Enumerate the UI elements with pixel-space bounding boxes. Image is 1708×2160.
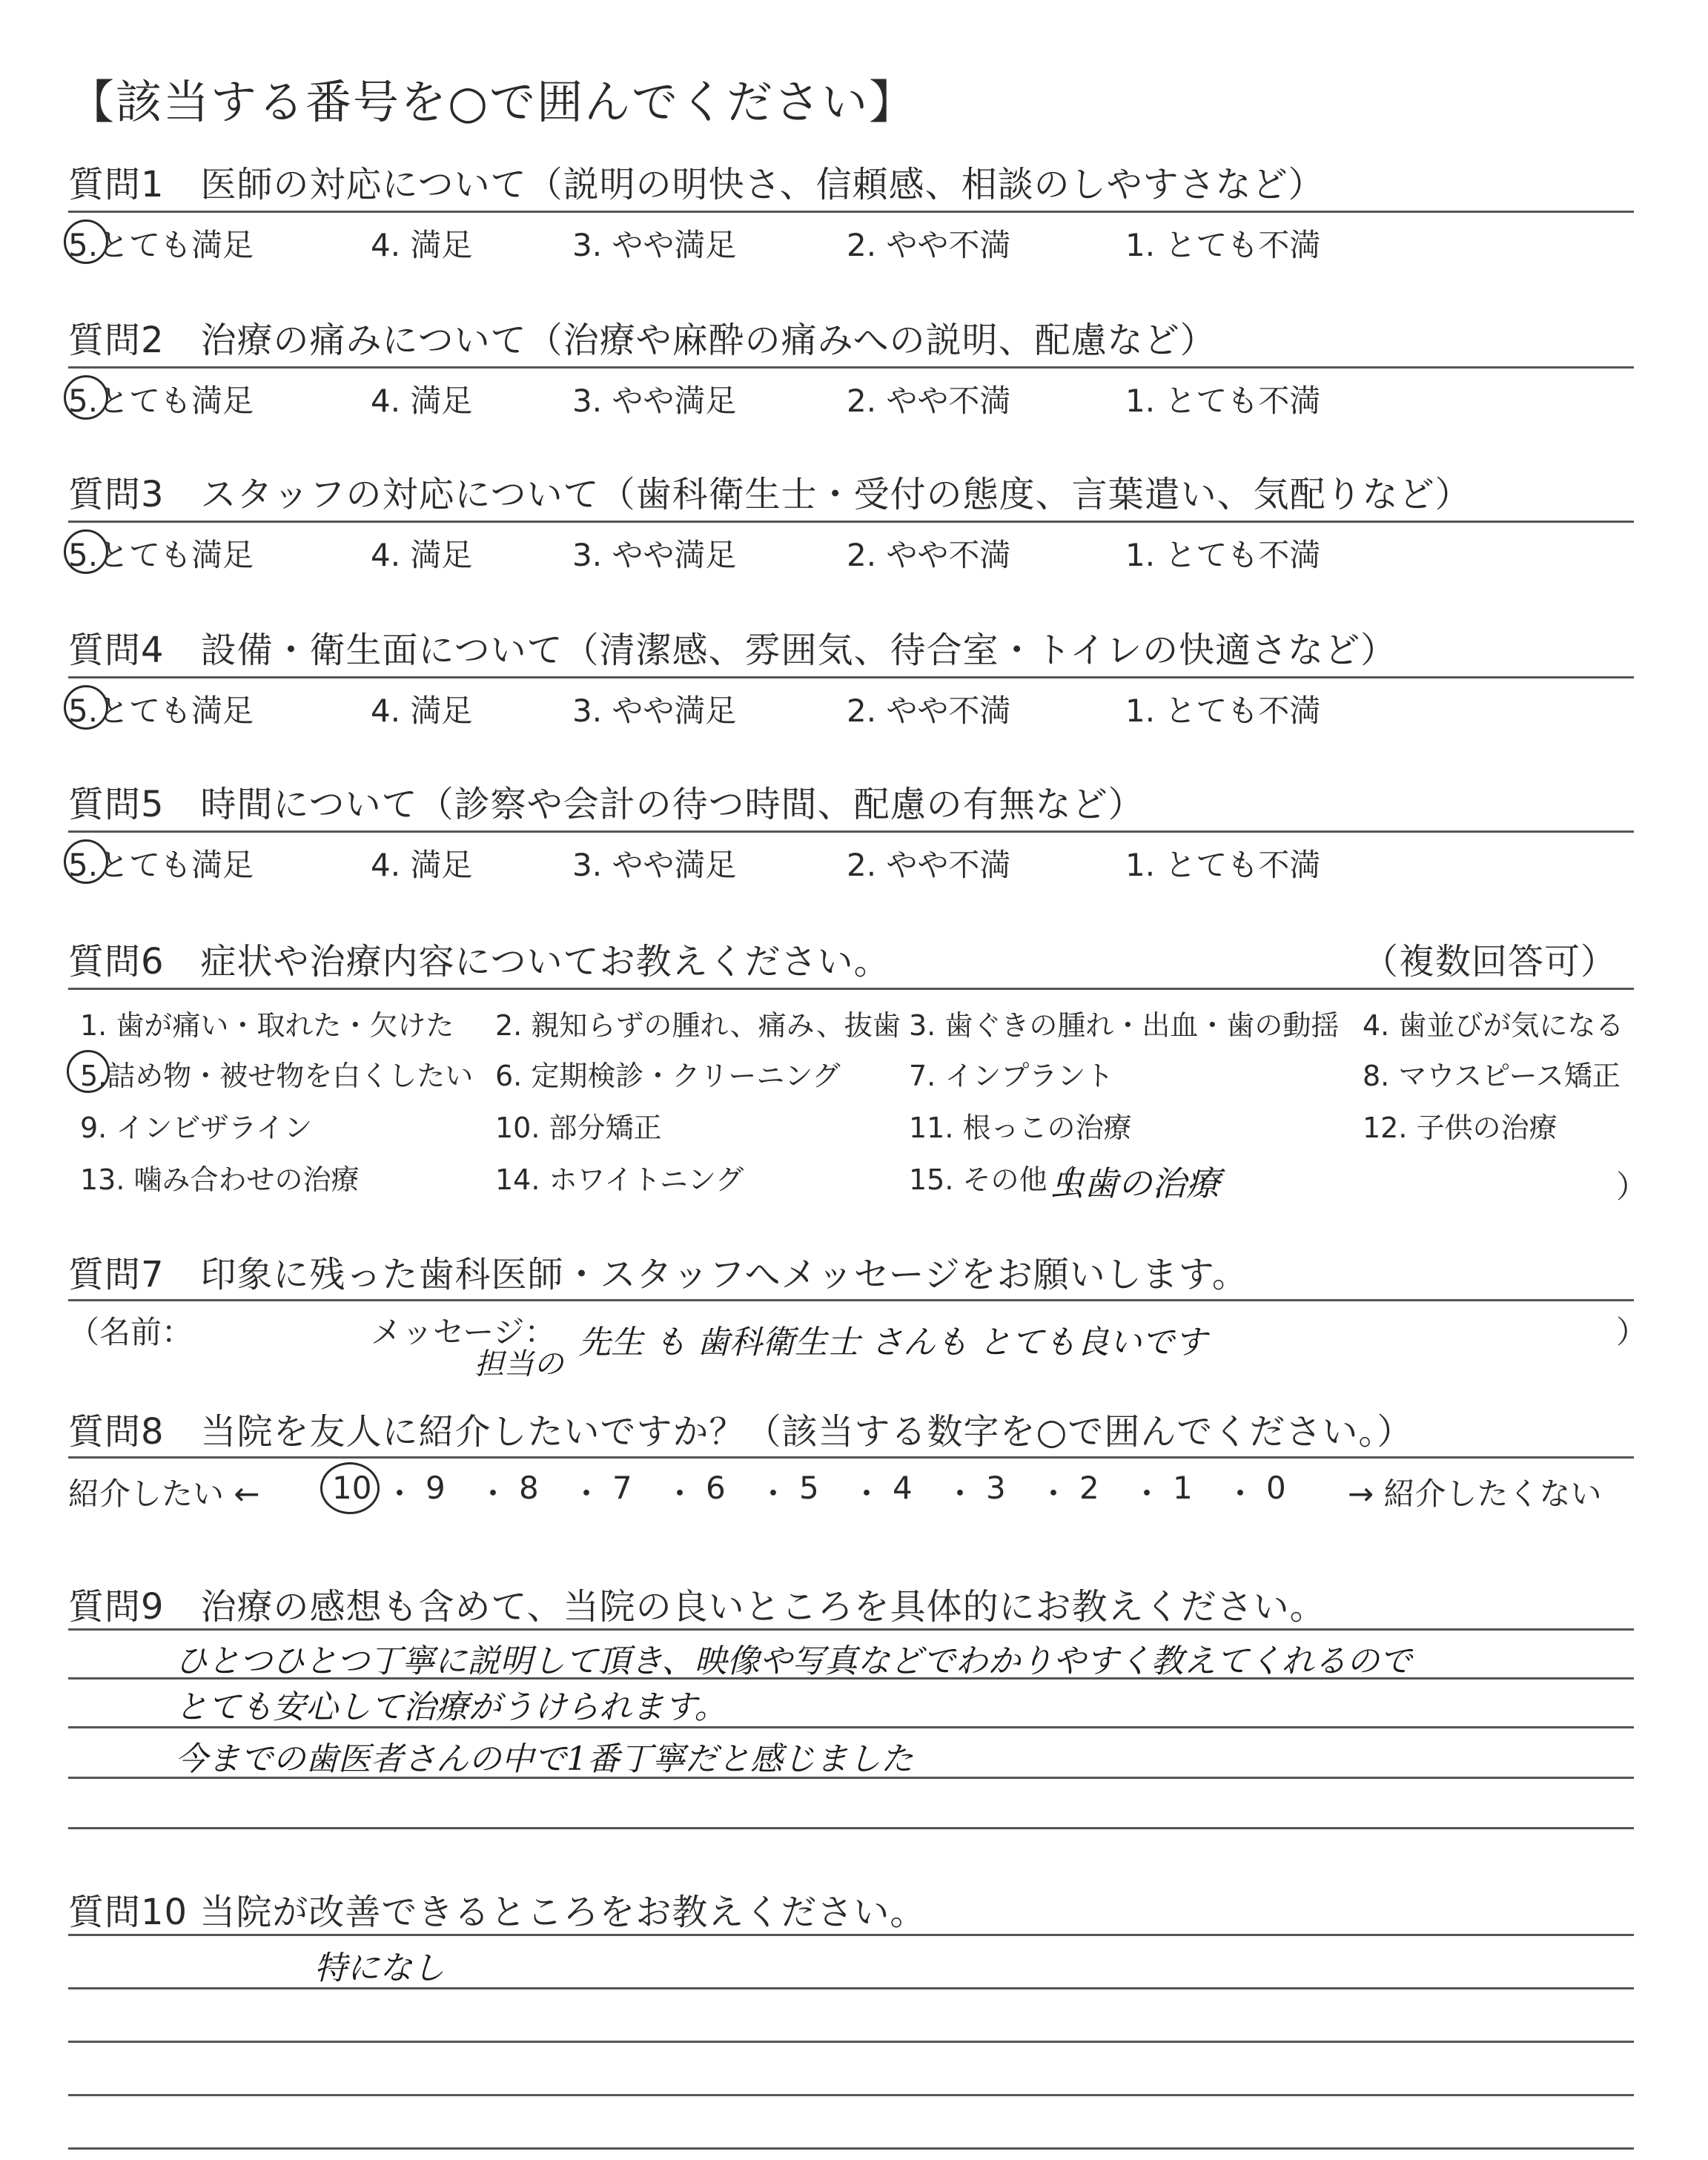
q3-option-3: 3. やや満足 (572, 537, 737, 573)
q8-separator: ・ (944, 1476, 976, 1512)
q6-option-14: 14. ホワイトニング (495, 1163, 744, 1196)
q4-option-2: 2. やや不満 (847, 693, 1011, 729)
q9-line-1 (68, 1628, 1634, 1631)
q8-left-label: 紹介したい ← (68, 1476, 260, 1512)
q10-line-2 (68, 1987, 1634, 1989)
q8-scale-7: 7 (612, 1470, 632, 1506)
q6-option-3: 3. 歯ぐきの腫れ・出血・歯の動揺 (909, 1009, 1340, 1042)
q1-option-4: 4. 満足 (371, 227, 473, 263)
q8-scale-6: 6 (706, 1470, 726, 1506)
q5-title: 質問5 時間について（診察や会計の待つ時間、配慮の有無など） (68, 784, 1145, 825)
q6-option-7: 7. インプラント (909, 1060, 1114, 1092)
q2-title: 質問2 治療の痛みについて（治療や麻酔の痛みへの説明、配慮など） (68, 320, 1217, 361)
q6-close-paren: ） (1616, 1169, 1648, 1205)
q3-option-2: 2. やや不満 (847, 537, 1011, 573)
page-heading: 【該当する番号を○で囲んでください】 (68, 75, 917, 129)
q6-option-9: 9. インビザライン (80, 1112, 313, 1144)
q4-option-5: 5.とても満足 (68, 693, 254, 729)
q2-selection-circle (64, 375, 108, 420)
q3-selection-circle (64, 529, 108, 574)
q3-option-1: 1. とても不満 (1125, 537, 1321, 573)
q10-line-1 (68, 1934, 1634, 1936)
q5-option-2: 2. やや不満 (847, 847, 1011, 883)
q8-scale-3: 3 (986, 1470, 1006, 1506)
q8-separator: ・ (1131, 1476, 1163, 1512)
q3-title: 質問3 スタッフの対応について（歯科衛生士・受付の態度、言葉遣い、気配りなど） (68, 474, 1472, 515)
q6-option-2: 2. 親知らずの腫れ、痛み、抜歯 (495, 1009, 901, 1042)
q1-option-3: 3. やや満足 (572, 227, 737, 263)
q4-rule (68, 676, 1634, 678)
q6-option-1: 1. 歯が痛い・取れた・欠けた (80, 1009, 454, 1042)
q8-scale-5: 5 (799, 1470, 819, 1506)
q8-scale-9: 9 (426, 1470, 446, 1506)
q6-option-10: 10. 部分矯正 (495, 1112, 662, 1144)
q2-option-1: 1. とても不満 (1125, 383, 1321, 419)
q1-rule (68, 211, 1634, 213)
q9-answer-line-3: 今までの歯医者さんの中で1番丁寧だと感じました (175, 1740, 913, 1778)
q2-option-5: 5.とても満足 (68, 383, 254, 419)
q5-option-4: 4. 満足 (371, 847, 473, 883)
q1-title: 質問1 医師の対応について（説明の明快さ、信頼感、相談のしやすさなど） (68, 164, 1325, 205)
q10-line-3 (68, 2041, 1634, 2043)
q5-option-3: 3. やや満足 (572, 847, 737, 883)
q3-option-5: 5.とても満足 (68, 537, 254, 573)
q7-title: 質問7 印象に残った歯科医師・スタッフへメッセージをお願いします。 (68, 1254, 1248, 1295)
q8-scale-1: 1 (1173, 1470, 1193, 1506)
q6-option-8: 8. マウスピース矯正 (1363, 1060, 1621, 1092)
q1-option-5: 5.とても満足 (68, 227, 254, 263)
q10-answer-line-1: 特になし (314, 1949, 445, 1987)
q6-title: 質問6 症状や治療内容についてお教えください。 (68, 941, 890, 982)
q2-option-4: 4. 満足 (371, 383, 473, 419)
q10-line-4 (68, 2094, 1634, 2096)
q8-scale-10: 10 (332, 1470, 372, 1506)
q2-rule (68, 366, 1634, 369)
q8-separator: ・ (664, 1476, 696, 1512)
q2-option-3: 3. やや満足 (572, 383, 737, 419)
q8-title: 質問8 当院を友人に紹介したいですか？（該当する数字を○で囲んでください。） (68, 1411, 1414, 1453)
q7-name-value: 担当の (474, 1347, 563, 1381)
q2-option-2: 2. やや不満 (847, 383, 1011, 419)
q6-option-15: 15. その他（ (909, 1163, 1076, 1196)
q7-rule (68, 1299, 1634, 1301)
q4-option-3: 3. やや満足 (572, 693, 737, 729)
q1-option-2: 2. やや不満 (847, 227, 1011, 263)
q4-selection-circle (64, 685, 108, 730)
q10-line-5 (68, 2147, 1634, 2150)
q3-rule (68, 521, 1634, 523)
q8-rule (68, 1456, 1634, 1459)
q5-rule (68, 830, 1634, 833)
q8-scale-2: 2 (1079, 1470, 1099, 1506)
q6-selection-circle-5 (67, 1050, 110, 1093)
q6-other-answer: 虫歯の治療 (1050, 1163, 1220, 1203)
q1-option-1: 1. とても不満 (1125, 227, 1321, 263)
q8-separator: ・ (571, 1476, 603, 1512)
q8-separator: ・ (851, 1476, 883, 1512)
q7-close-paren: ） (1616, 1314, 1648, 1350)
q6-option-4: 4. 歯並びが気になる (1363, 1009, 1624, 1042)
q7-name-label: （名前： (68, 1314, 193, 1350)
q6-option-11: 11. 根っこの治療 (909, 1112, 1132, 1144)
q9-answer-line-1: ひとつひとつ丁寧に説明して頂き、映像や写真などでわかりやすく教えてくれるので (175, 1642, 1412, 1680)
q8-right-label: → 紹介したくない (1348, 1476, 1602, 1512)
q6-rule (68, 988, 1634, 990)
q8-separator: ・ (1225, 1476, 1257, 1512)
q6-option-12: 12. 子供の治療 (1363, 1112, 1558, 1144)
q6-option-6: 6. 定期検診・クリーニング (495, 1060, 841, 1092)
q9-title: 質問9 治療の感想も含めて、当院の良いところを具体的にお教えください。 (68, 1586, 1326, 1628)
q5-option-5: 5.とても満足 (68, 847, 254, 883)
q7-message-label: メッセージ： (371, 1314, 556, 1350)
q4-option-1: 1. とても不満 (1125, 693, 1321, 729)
q1-selection-circle (64, 219, 108, 264)
q8-scale-8: 8 (519, 1470, 539, 1506)
q8-scale-0: 0 (1266, 1470, 1286, 1506)
q5-option-1: 1. とても不満 (1125, 847, 1321, 883)
q8-separator: ・ (1038, 1476, 1070, 1512)
q9-line-5 (68, 1827, 1634, 1829)
q8-scale-4: 4 (893, 1470, 913, 1506)
q6-option-13: 13. 噛み合わせの治療 (80, 1163, 360, 1196)
q10-title: 質問10 当院が改善できるところをお教えください。 (68, 1892, 927, 1933)
q8-separator: ・ (477, 1476, 509, 1512)
q7-message: 先生 も 歯科衛生士 さんも とても良いです (578, 1324, 1207, 1361)
q3-option-4: 4. 満足 (371, 537, 473, 573)
q9-answer-line-2: とても安心して治療がうけられます。 (175, 1688, 727, 1726)
q4-title: 質問4 設備・衛生面について（清潔感、雰囲気、待合室・トイレの快適さなど） (68, 630, 1397, 671)
q4-option-4: 4. 満足 (371, 693, 473, 729)
q8-selection-circle (320, 1462, 380, 1514)
q6-option-5: 5.詰め物・被せ物を白くしたい (80, 1060, 474, 1092)
q5-selection-circle (64, 839, 108, 884)
q8-separator: ・ (758, 1476, 790, 1512)
q6-note: （複数回答可） (1363, 941, 1618, 982)
q8-separator: ・ (384, 1476, 416, 1512)
